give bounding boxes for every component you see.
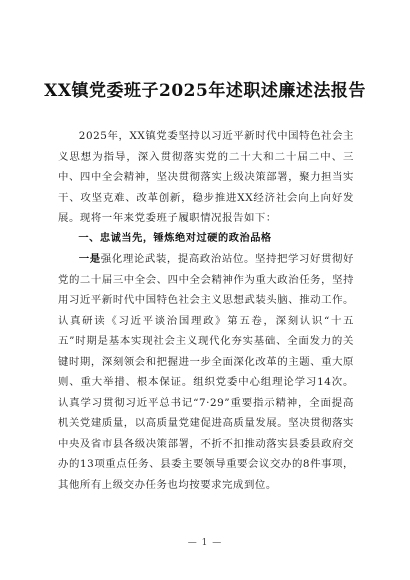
intro-paragraph: 2025年，XX镇党委坚持以习近平新时代中国特色社会主义思想为指导，深入贯彻落实党的二十大和二十届二中、三中、四中全会精神，坚决贯彻落实上级决策部署，聚力担当实干、攻坚克难、改革创新，稳步推进XX经济社会向上向好发展。现将一年来党委班子履职情况报告如下：	[58, 130, 354, 224]
document-title: XX镇党委班子2025年述职述廉述法报告	[44, 81, 366, 101]
page-number: — 1 —	[187, 538, 223, 548]
paragraph-text: 强化理论武装，提高政治站位。坚持把学习好贯彻好党的二十届三中全会、四中全会精神作为重大政治任务，坚持用习近平新时代中国特色社会主义思想武装头脑、推动工作。认真研读《习近平谈治国理政》第五卷，深刻认识“十五五”时期是基本实现社会主义现代化夯实基础、全面发力的关键时期，深刻领会和把握进一步全面深化改革的主题、重大原则、重大举措、根本保证。组织党委中心组理论学习14次。认真学习贯彻习近平总书记“7·29”重要指示精神，全面提高机关党建质量，以高质量党建促进高质量发展。坚决贯彻落实中央及省市县各级决策部署，不折不扣推动落实县委县政府交办的13项重点任务、县委主要领导重要会议交办的8件事项，其他所有上级交办任务也均按要求完成到位。	[58, 253, 354, 491]
document-body	[58, 126, 354, 495]
body-paragraph	[58, 249, 354, 495]
paragraph-lead: 一是	[78, 253, 101, 265]
section-heading: 一、忠诚当先，锤炼绝对过硬的政治品格	[78, 232, 272, 244]
